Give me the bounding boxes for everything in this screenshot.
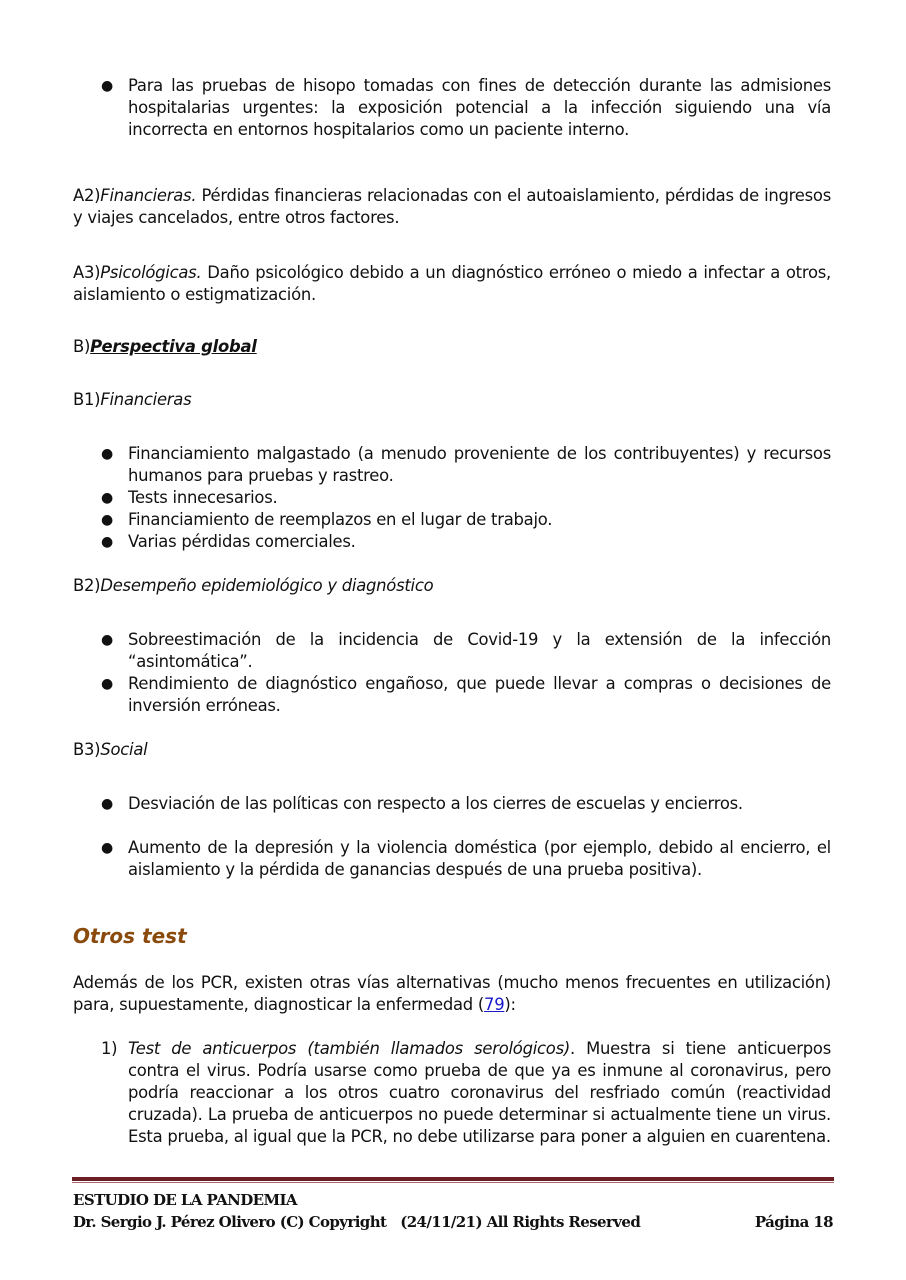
- bullet-icon: ●: [101, 490, 113, 506]
- section-title: Desempeño epidemiológico y diagnóstico: [100, 576, 434, 595]
- bullet-text: Tests innecesarios.: [128, 488, 278, 507]
- section-prefix: A3): [73, 263, 101, 282]
- section-prefix: A2): [73, 186, 101, 205]
- bullet-icon: ●: [101, 676, 113, 692]
- section-prefix: B3): [73, 740, 101, 759]
- footer-title: ESTUDIO DE LA PANDEMIA: [73, 1191, 297, 1209]
- section-title: Financieras: [100, 390, 192, 409]
- section-title: Psicológicas.: [100, 263, 202, 282]
- bullet-icon: ●: [101, 534, 113, 550]
- reference-link[interactable]: 79: [484, 995, 505, 1014]
- section-title: Perspectiva global: [90, 337, 257, 356]
- page-number: Página 18: [754, 1213, 833, 1231]
- paragraph-text: Pérdidas financieras relacionadas con el autoaislamiento, pérdidas de ingresos y viajes cancelados, entre otros factores.: [73, 186, 831, 227]
- paragraph-text: Además de los PCR, existen otras vías alternativas (mucho menos frecuentes en utilización) para, supuestamente, diagnosticar la enfermedad (: [73, 973, 831, 1014]
- paragraph-text: Daño psicológico debido a un diagnóstico erróneo o miedo a infectar a otros, aislamiento o estigmatización.: [73, 263, 831, 304]
- footer-divider: [72, 1177, 834, 1181]
- bullet-icon: ●: [101, 632, 113, 648]
- paragraph-otros-intro: [73, 972, 831, 1016]
- section-prefix: B1): [73, 390, 101, 409]
- bullet-icon: ●: [101, 512, 113, 528]
- heading-b1: [73, 389, 831, 411]
- section-title: Social: [100, 740, 148, 759]
- bullet-text: Aumento de la depresión y la violencia doméstica (por ejemplo, debido al encierro, el aislamiento y la pérdida de ganancias después de una prueba positiva).: [128, 838, 831, 879]
- section-title: Financieras.: [100, 186, 197, 205]
- paragraph-a3: [73, 262, 831, 306]
- heading-b2: [73, 575, 831, 597]
- item-body: . Muestra si tiene anticuerpos contra el virus. Podría usarse como prueba de que ya es inmune al coronavirus, pero podría reaccionar a los otros cuatro coronavirus del resfriado común (reactividad cruzada). La prueba de anticuerpos no puede determinar si actualmente tiene un virus. Esta prueba, al igual que la PCR, no debe utilizarse para poner a alguien en cuarentena.: [128, 1039, 831, 1146]
- bullet-text: Financiamiento malgastado (a menudo proveniente de los contribuyentes) y recursos humanos para pruebas y rastreo.: [128, 444, 831, 485]
- bullet-text: Rendimiento de diagnóstico engañoso, que puede llevar a compras o decisiones de inversión erróneas.: [128, 674, 831, 715]
- bullet-text: Desviación de las políticas con respecto a los cierres de escuelas y encierros.: [128, 794, 743, 813]
- paragraph-text: ):: [504, 995, 516, 1014]
- bullet-text: Varias pérdidas comerciales.: [128, 532, 356, 551]
- item-title: Test de anticuerpos (también llamados serológicos): [128, 1039, 571, 1058]
- section-prefix: B2): [73, 576, 101, 595]
- copyright-text: Dr. Sergio J. Pérez Olivero (C) Copyright (24/11/21) All Rights Reserved: [73, 1213, 641, 1231]
- bullet-icon: ●: [101, 840, 113, 856]
- item-text: [128, 1038, 831, 1148]
- bullet-icon: ●: [101, 446, 113, 462]
- bullet-icon: ●: [101, 78, 113, 94]
- paragraph-a2: [73, 185, 831, 229]
- footer-divider-thin: [72, 1182, 834, 1183]
- bullet-text: Sobreestimación de la incidencia de Covid-19 y la extensión de la infección “asintomática”.: [128, 630, 831, 671]
- section-prefix: B): [73, 337, 91, 356]
- item-number: 1): [101, 1039, 118, 1058]
- heading-b3: [73, 739, 831, 761]
- heading-b: [73, 336, 831, 358]
- bullet-text: Para las pruebas de hisopo tomadas con fines de detección durante las admisiones hospitalarias urgentes: la exposición potencial a la infección siguiendo una vía incorrecta en entornos hospitalarios como un paciente interno.: [128, 76, 831, 139]
- bullet-icon: ●: [101, 796, 113, 812]
- bullet-text: Financiamiento de reemplazos en el lugar de trabajo.: [128, 510, 553, 529]
- footer-copyright: [73, 1211, 833, 1233]
- section-heading: Otros test: [73, 924, 187, 948]
